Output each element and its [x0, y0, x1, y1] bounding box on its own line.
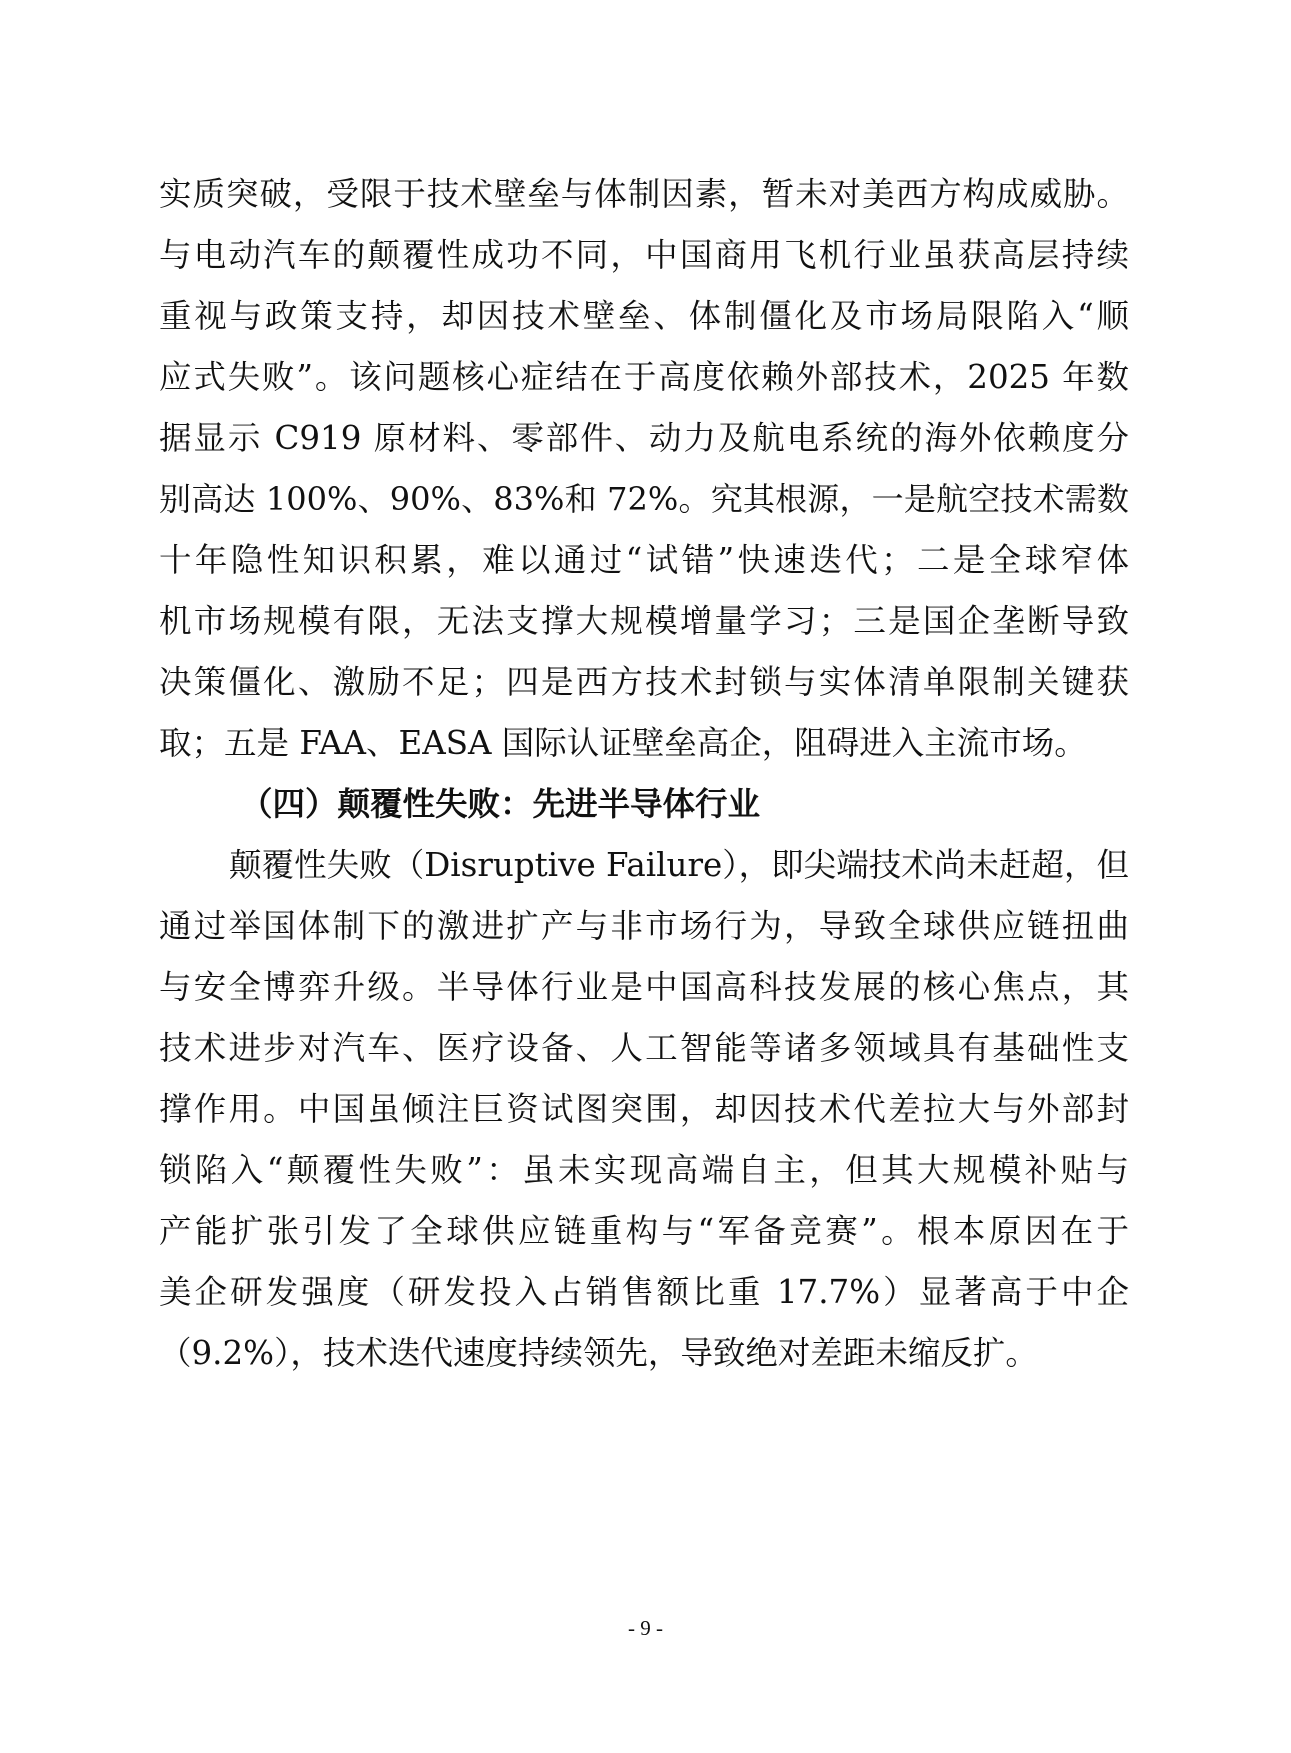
paragraph-line: 别高达 100%、90%、83%和 72%。究其根源，一是航空技术需数 [159, 480, 1129, 518]
paragraph-line: 技术进步对汽车、医疗设备、人工智能等诸多领域具有基础性支 [159, 1029, 1129, 1067]
section-heading: （四）颠覆性失败：先进半导体行业 [240, 784, 761, 823]
paragraph-line: 取；五是 FAA、EASA 国际认证壁垒高企，阻碍进入主流市场。 [159, 724, 1087, 762]
page-number: - 9 - [628, 1616, 663, 1640]
paragraph-line: 实质突破，受限于技术壁垒与体制因素，暂未对美西方构成威胁。 [159, 175, 1129, 213]
paragraph-line: 锁陷入“颠覆性失败”：虽未实现高端自主，但其大规模补贴与 [159, 1151, 1129, 1189]
paragraph-line: （9.2%），技术迭代速度持续领先，导致绝对差距未缩反扩。 [159, 1334, 1038, 1372]
paragraph-line: 与电动汽车的颠覆性成功不同，中国商用飞机行业虽获高层持续 [159, 236, 1129, 274]
paragraph-line: 据显示 C919 原材料、零部件、动力及航电系统的海外依赖度分 [159, 419, 1129, 457]
paragraph-line: 通过举国体制下的激进扩产与非市场行为，导致全球供应链扭曲 [159, 907, 1129, 945]
paragraph-line: 美企研发强度（研发投入占销售额比重 17.7%）显著高于中企 [159, 1273, 1129, 1311]
paragraph-line: 机市场规模有限，无法支撑大规模增量学习；三是国企垄断导致 [159, 602, 1129, 640]
paragraph-line: 产能扩张引发了全球供应链重构与“军备竞赛”。根本原因在于 [159, 1212, 1129, 1250]
paragraph-line: 应式失败”。该问题核心症结在于高度依赖外部技术，2025 年数 [159, 358, 1129, 396]
paragraph-line: 决策僵化、激励不足；四是西方技术封锁与实体清单限制关键获 [159, 663, 1129, 701]
paragraph-line: 撑作用。中国虽倾注巨资试图突围，却因技术代差拉大与外部封 [159, 1090, 1129, 1128]
paragraph-line: 重视与政策支持，却因技术壁垒、体制僵化及市场局限陷入“顺 [159, 297, 1129, 335]
paragraph-line: 十年隐性知识积累，难以通过“试错”快速迭代；二是全球窄体 [159, 541, 1129, 579]
paragraph-line: 与安全博弈升级。半导体行业是中国高科技发展的核心焦点，其 [159, 968, 1129, 1006]
paragraph-line: 颠覆性失败（Disruptive Failure），即尖端技术尚未赶超，但 [229, 846, 1129, 884]
